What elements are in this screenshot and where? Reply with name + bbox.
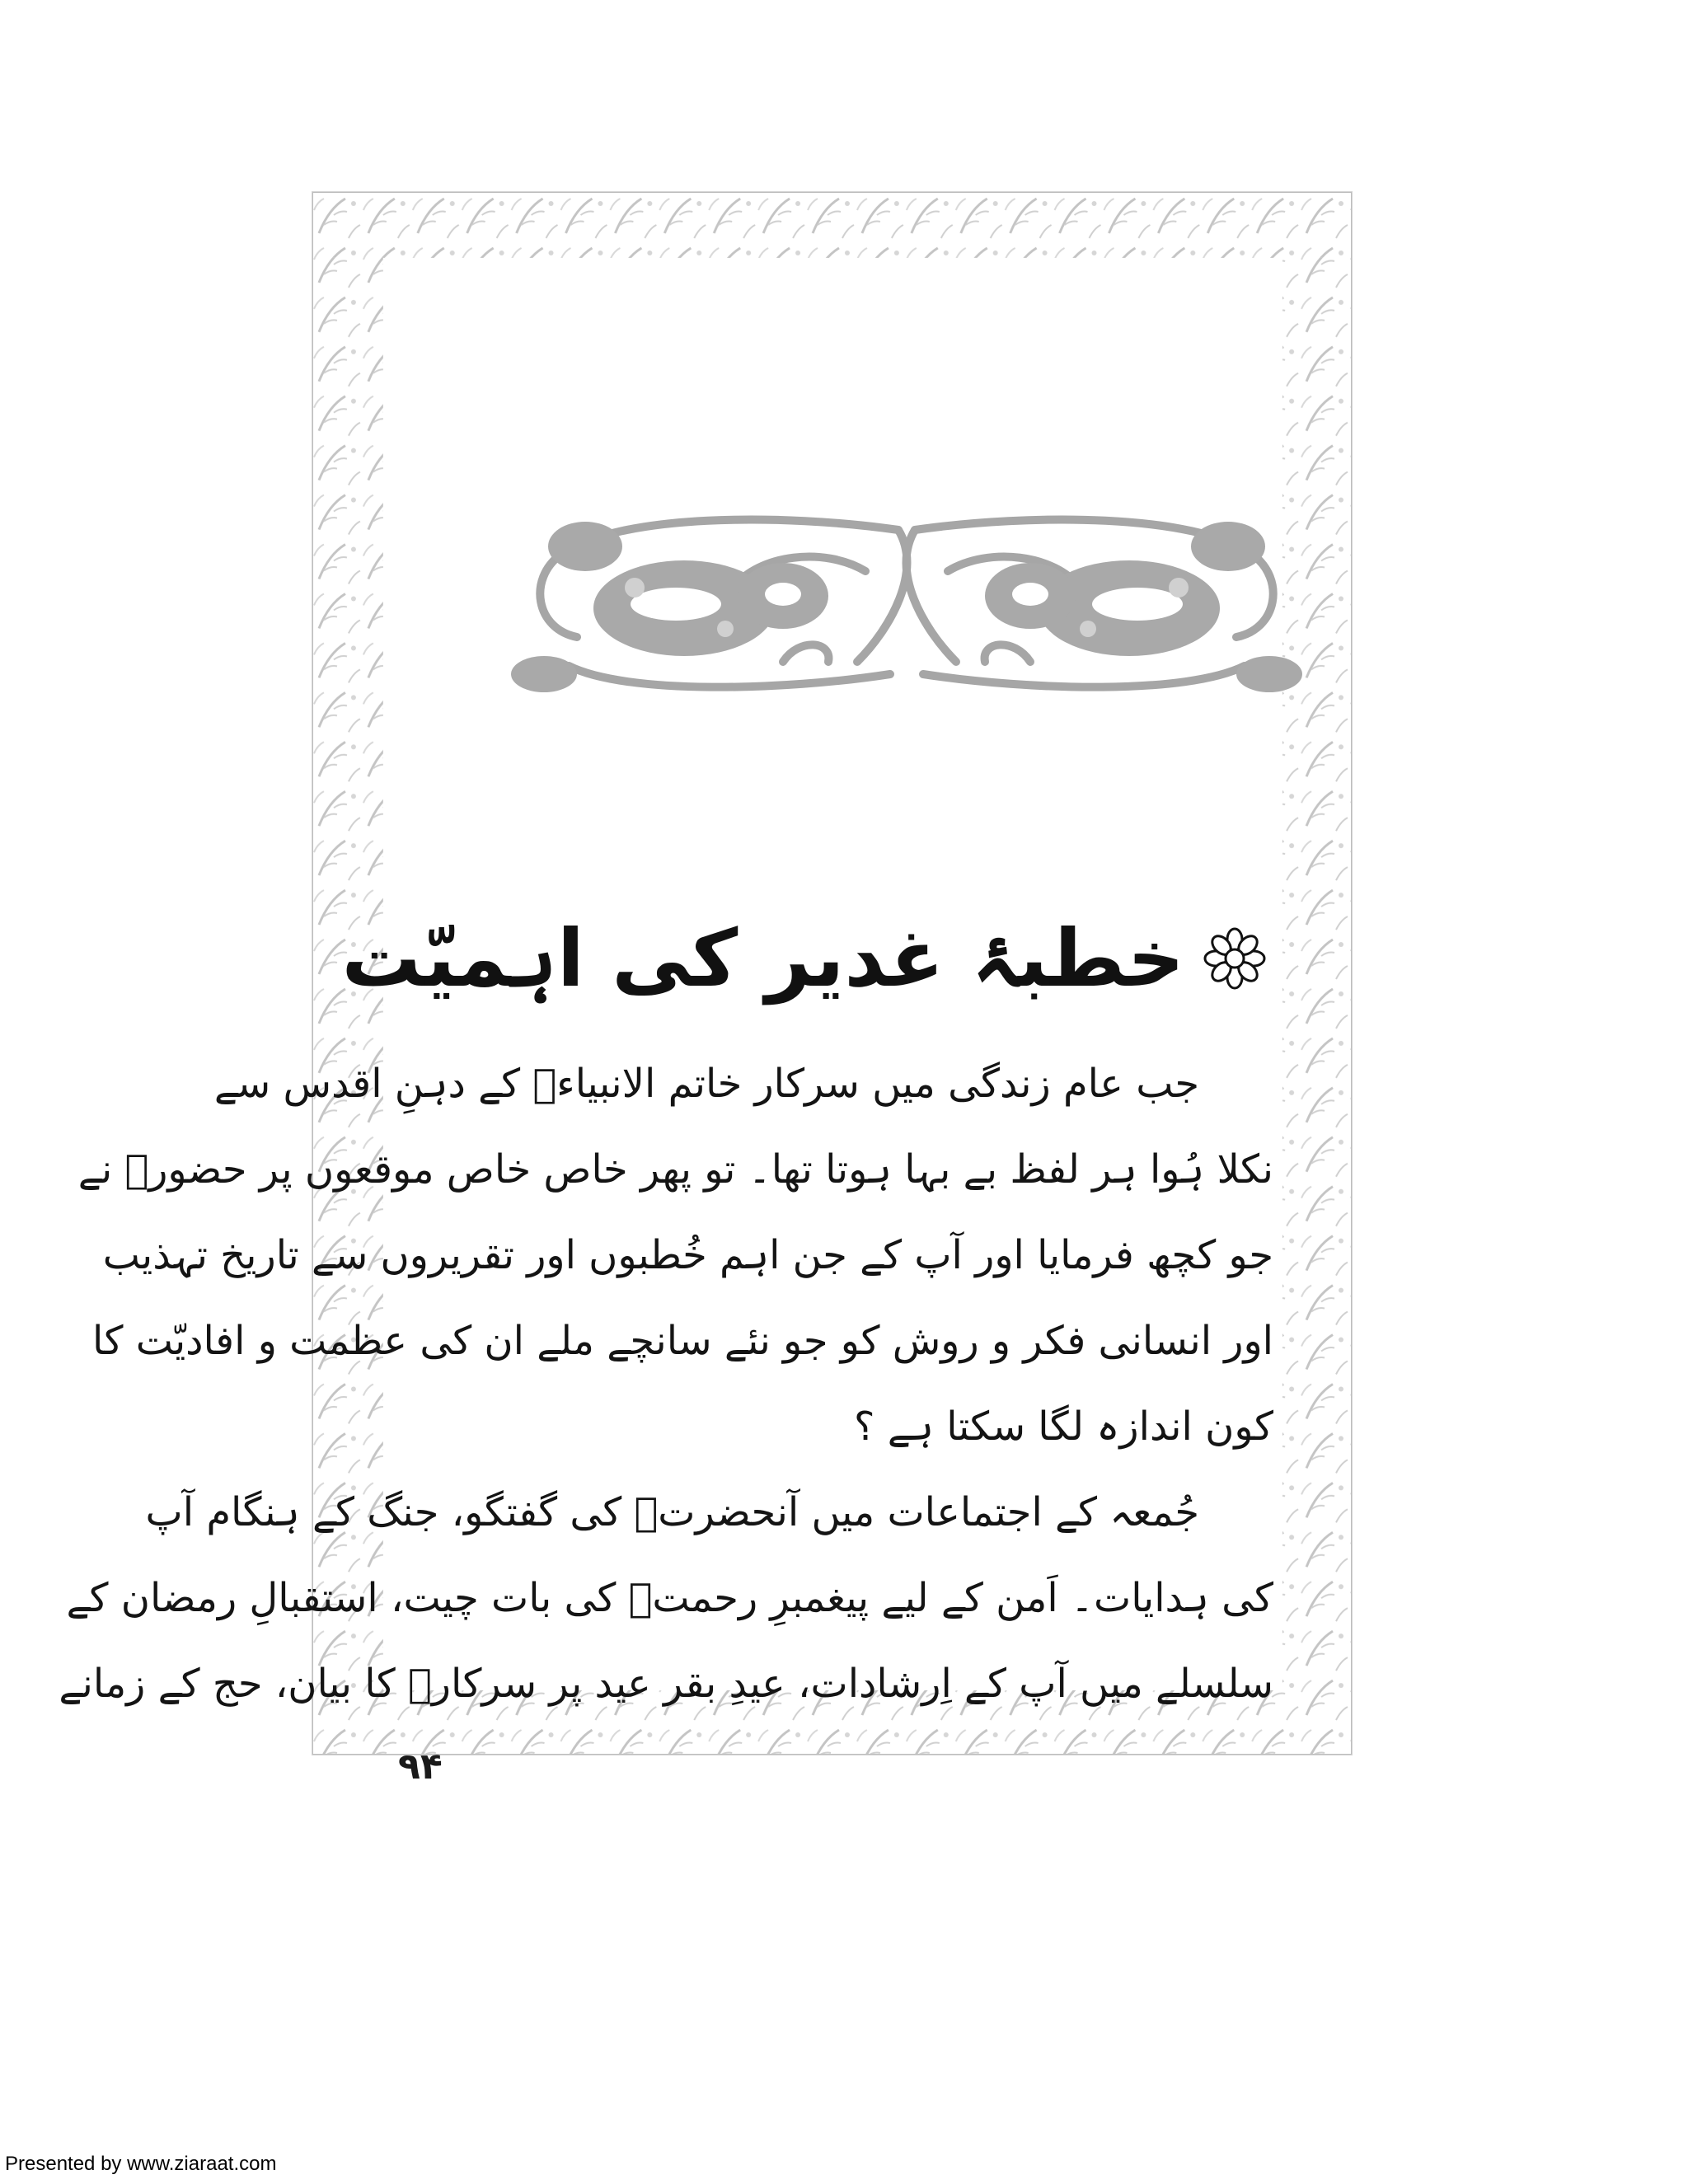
text-line: کون اندازہ لگا سکتا ہے ؟ xyxy=(853,1404,1273,1450)
body-text xyxy=(59,1041,1273,1727)
text-line: کی ہدایات۔ اَمن کے لیے پیغمبرِ رحمتؐ کی بات چیت، استقبالِ رمضان کے xyxy=(66,1575,1273,1621)
page-number: ۹۴ xyxy=(398,1746,443,1788)
flower-bullet-icon xyxy=(1204,928,1265,989)
heading-row xyxy=(341,905,1265,1012)
text-line: جب عام زندگی میں سرکار خاتم الانبیاءؐ کے دہنِ اقدس سے xyxy=(213,1061,1199,1107)
footer-credit: Presented by www.ziaraat.com xyxy=(5,2153,277,2175)
scroll-ornament-icon xyxy=(511,497,1302,707)
text-line: سلسلے میں آپ کے اِرشادات، عیدِ بقر عید پر سرکارؐ کا بیان، حج کے زمانے xyxy=(59,1661,1273,1707)
text-line: نکلا ہُوا ہر لفظ بے بہا ہوتا تھا۔ تو پھر خاص خاص موقعوں پر حضورؐ نے xyxy=(77,1146,1273,1193)
page-title: خطبۂ غدیر کی اہمیّت xyxy=(341,912,1184,1005)
text-line: جُمعہ کے اجتماعات میں آنحضرتؐ کی گفتگو، جنگ کے ہنگام آپ xyxy=(145,1489,1199,1535)
content-area xyxy=(59,258,1282,1788)
book-page xyxy=(59,191,1353,1788)
text-line: اور انسانی فکر و روش کو جو نئے سانچے ملے ان کی عظمت و افادیّت کا xyxy=(91,1318,1273,1364)
text-line: جو کچھ فرمایا اور آپ کے جن اہم خُطبوں اور تقریروں سے تاریخ تہذیب xyxy=(102,1232,1273,1278)
